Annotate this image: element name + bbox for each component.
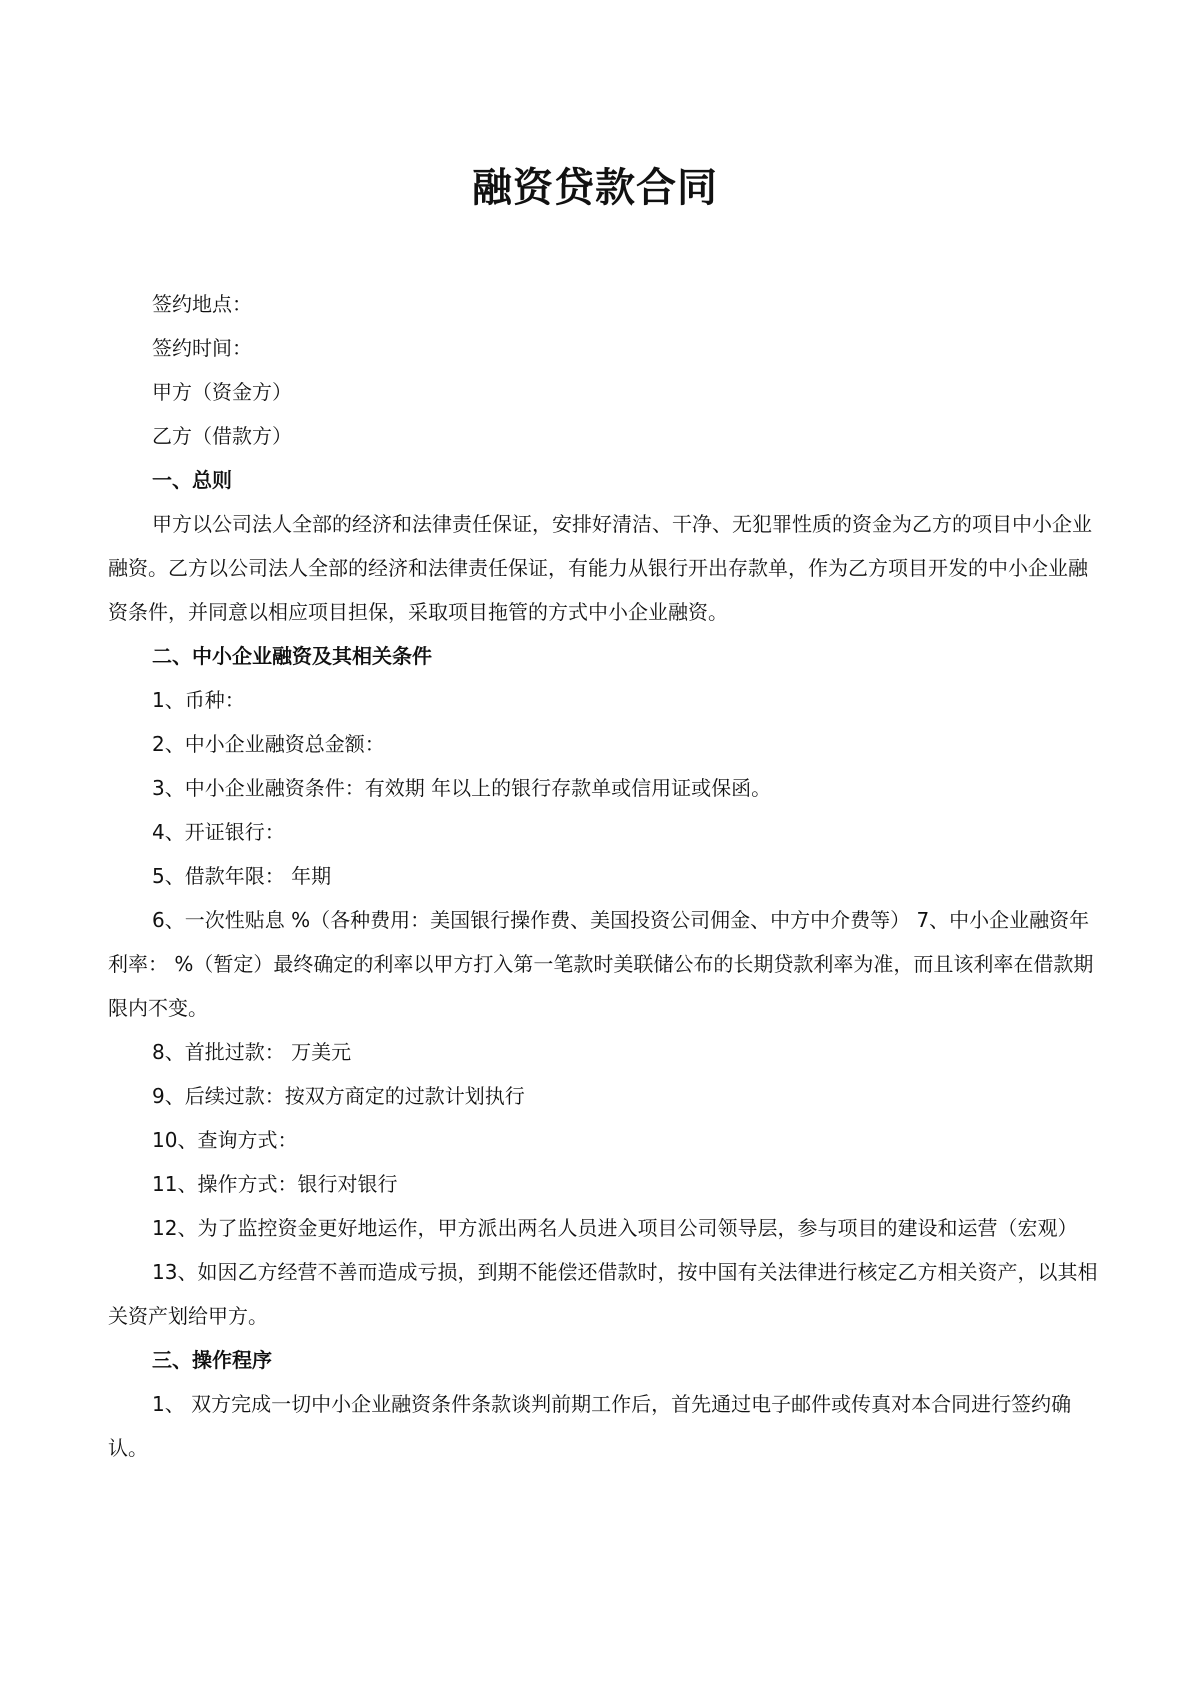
- clause-loss-handling: 13、如因乙方经营不善而造成亏损，到期不能偿还借款时，按中国有关法律进行核定乙方相关资产，以其相关资产划给甲方。: [108, 1260, 1098, 1328]
- document-title: 融资贷款合同: [472, 165, 718, 211]
- clause-loan-term: 5、借款年限： 年期: [152, 864, 332, 888]
- signing-time-line: 签约时间：: [152, 336, 252, 360]
- clause-total-amount: 2、中小企业融资总金额：: [152, 732, 385, 756]
- clause-first-transfer: 8、首批过款： 万美元: [152, 1040, 352, 1064]
- general-paragraph: 甲方以公司法人全部的经济和法律责任保证，安排好清洁、干净、无犯罪性质的资金为乙方的项目中小企业融资。乙方以公司法人全部的经济和法律责任保证，有能力从银行开出存款单，作为乙方项目开发的中小企业融资条件，并同意以相应项目担保，采取项目拖管的方式中小企业融资。: [108, 512, 1092, 624]
- party-a-line: 甲方（资金方）: [152, 380, 292, 404]
- clause-operation-method: 11、操作方式：银行对银行: [152, 1172, 398, 1196]
- procedure-step-1: 1、 双方完成一切中小企业融资条件条款谈判前期工作后，首先通过电子邮件或传真对本合同进行签约确认。: [108, 1392, 1072, 1460]
- clause-financing-condition: 3、中小企业融资条件：有效期 年以上的银行存款单或信用证或保函。: [152, 776, 772, 800]
- signing-place-line: 签约地点：: [152, 292, 252, 316]
- clause-issuing-bank: 4、开证银行：: [152, 820, 285, 844]
- section-heading-procedure: 三、操作程序: [152, 1348, 272, 1372]
- clause-fund-monitoring: 12、为了监控资金更好地运作，甲方派出两名人员进入项目公司领导层，参与项目的建设和运营（宏观）: [152, 1216, 1078, 1240]
- document-body: [108, 282, 1103, 1470]
- section-heading-financing-conditions: 二、中小企业融资及其相关条件: [152, 644, 432, 668]
- party-b-line: 乙方（借款方）: [152, 424, 292, 448]
- clause-discount-and-interest: 6、一次性贴息 %（各种费用：美国银行操作费、美国投资公司佣金、中方中介费等） 7、中小企业融资年利率： %（暂定）最终确定的利率以甲方打入第一笔款时美联储公布的长期贷款利率为准，而且该利率在借款期限内不变。: [108, 908, 1094, 1020]
- section-heading-general: 一、总则: [152, 468, 232, 492]
- clause-subsequent-transfer: 9、后续过款：按双方商定的过款计划执行: [152, 1084, 525, 1108]
- clause-inquiry-method: 10、查询方式：: [152, 1128, 298, 1152]
- clause-currency: 1、币种：: [152, 688, 245, 712]
